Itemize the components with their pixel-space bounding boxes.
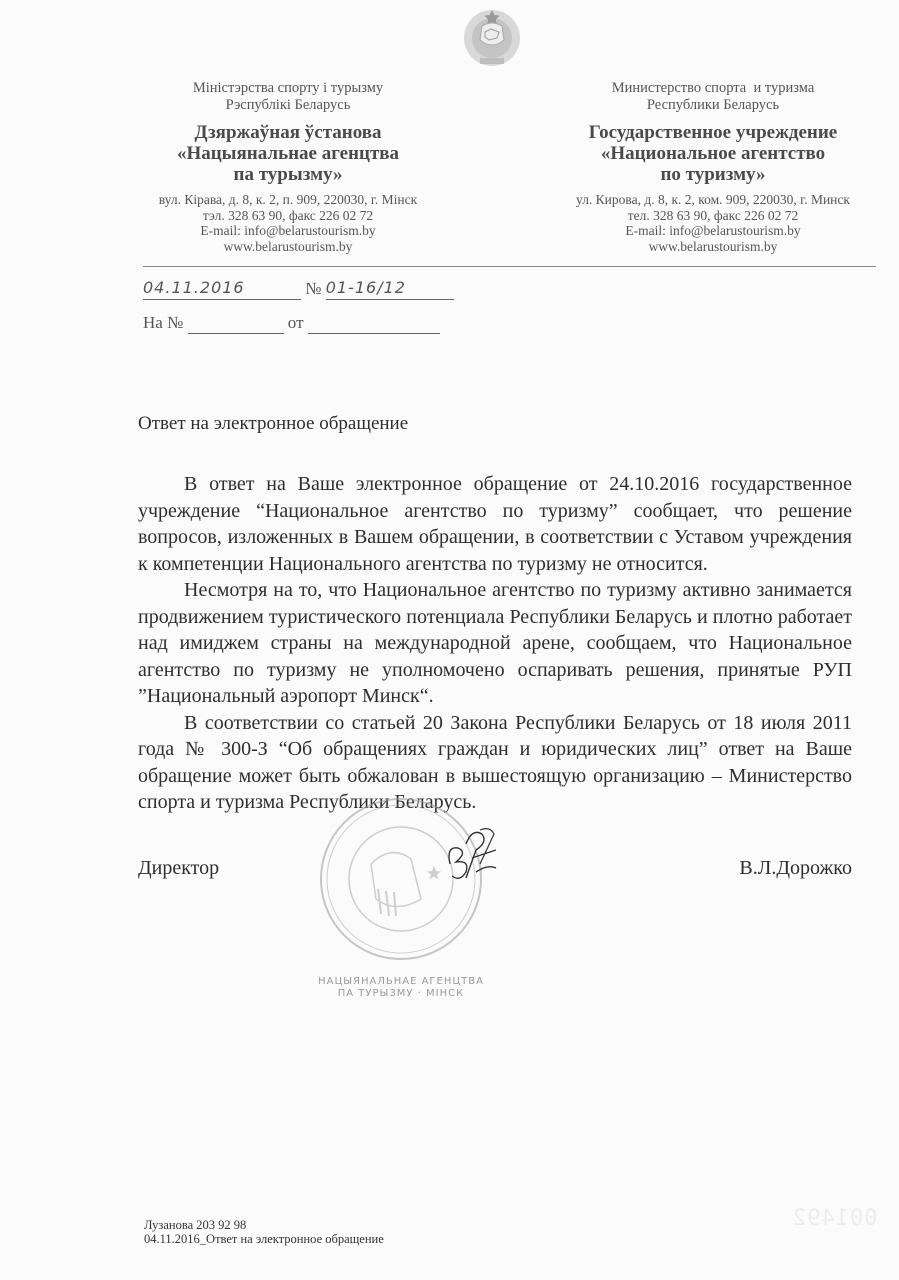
org-name-ru-1: Государственное учреждение: [588, 122, 838, 143]
stamp-text: НАЦЫЯНАЛЬНАЕ АГЕНЦТВА ПА ТУРЫЗМУ · МІНСК: [318, 975, 484, 999]
letter-subject: Ответ на электронное обращение: [138, 413, 409, 434]
file-reference: 04.11.2016_Ответ на электронное обращение: [144, 1231, 384, 1246]
emblem-area: [0, 0, 899, 72]
letterhead-russian: [546, 80, 880, 254]
from-field: [308, 311, 440, 334]
body-paragraph: В ответ на Ваше электронное обращение от 24.10.2016 государственное учреждение “Национальное агентство по туризму” сообщает, что решение вопросов, изложенных в Вашем обращении, в соответствии с Уставом учреждения к компетенции Национального агентства по туризму не относится.: [138, 473, 852, 575]
coat-of-arms-icon: [456, 2, 528, 70]
email-ru: E-mail: info@belarustourism.by: [625, 223, 801, 238]
letterhead-belarusian: [134, 80, 442, 254]
letterhead: [0, 72, 899, 254]
ministry-name-ru-1: Министерство спорта и туризма: [611, 80, 815, 96]
incoming-reference: [143, 311, 899, 337]
ministry-name-by-2: Рэспублікі Беларусь: [225, 97, 351, 113]
executor-contact: Лузанова 203 92 98: [144, 1218, 247, 1232]
address-by: вул. Кірава, д. 8, к. 2, п. 909, 220030, г. Мінск: [158, 192, 418, 207]
email-by: E-mail: info@belarustourism.by: [200, 223, 376, 238]
from-label: от: [287, 313, 304, 332]
number-label: №: [305, 279, 322, 298]
address-ru: ул. Кирова, д. 8, к. 2, ком. 909, 220030, г. Минск: [576, 192, 850, 207]
website-ru: www.belarustourism.by: [648, 238, 778, 254]
reply-to-label: На №: [143, 313, 184, 332]
website-by: www.belarustourism.by: [223, 238, 353, 254]
org-name-by-1: Дзяржаўная ўстанова: [194, 122, 382, 143]
handwritten-signature-icon: [436, 824, 506, 896]
body-paragraph: Несмотря на то, что Национальное агентство по туризму активно занимается продвижением туристического потенциала Республики Беларусь и плотно работает над имиджем страны на международной арене, сообщаем, что Национальное агентство по туризму не уполномочено оспаривать решения, принятые РУП ”Национальный аэропорт Минск“.: [138, 579, 852, 707]
signature-row: [138, 856, 852, 926]
body-paragraph: В соответствии со статьей 20 Закона Республики Беларусь от 18 июля 2011 года № 300-З “Об обращениях граждан и юридических лиц” ответ на Ваше обращение может быть обжалован в вышестоящую организацию – Министерство спорта и туризма Республики Беларусь.: [138, 711, 852, 813]
phone-ru: тел. 328 63 90, факс 226 02 72: [627, 207, 799, 223]
letter-body: [138, 471, 852, 816]
document-footer: [144, 1219, 384, 1246]
org-name-by-3: па турызму»: [233, 164, 343, 185]
phone-by: тэл. 328 63 90, факс 226 02 72: [202, 207, 374, 223]
bleed-through-number: 001492: [791, 1206, 877, 1231]
outgoing-date: 04.11.2016: [143, 277, 301, 300]
outgoing-registration: [143, 277, 899, 303]
org-name-ru-2: «Национальное агентство: [600, 143, 826, 164]
ministry-name-by-1: Міністэрства спорту і турызму: [192, 80, 384, 96]
org-name-ru-3: по туризму»: [660, 164, 766, 185]
ministry-name-ru-2: Республики Беларусь: [646, 97, 780, 113]
signatory-title: Директор: [138, 856, 220, 879]
reply-to-field: [188, 311, 284, 334]
signatory-name: В.Л.Дорожко: [739, 856, 852, 879]
org-name-by-2: «Нацыянальнае агенцтва: [176, 143, 400, 164]
outgoing-number: 01-16/12: [326, 277, 454, 300]
header-divider: [143, 266, 876, 267]
